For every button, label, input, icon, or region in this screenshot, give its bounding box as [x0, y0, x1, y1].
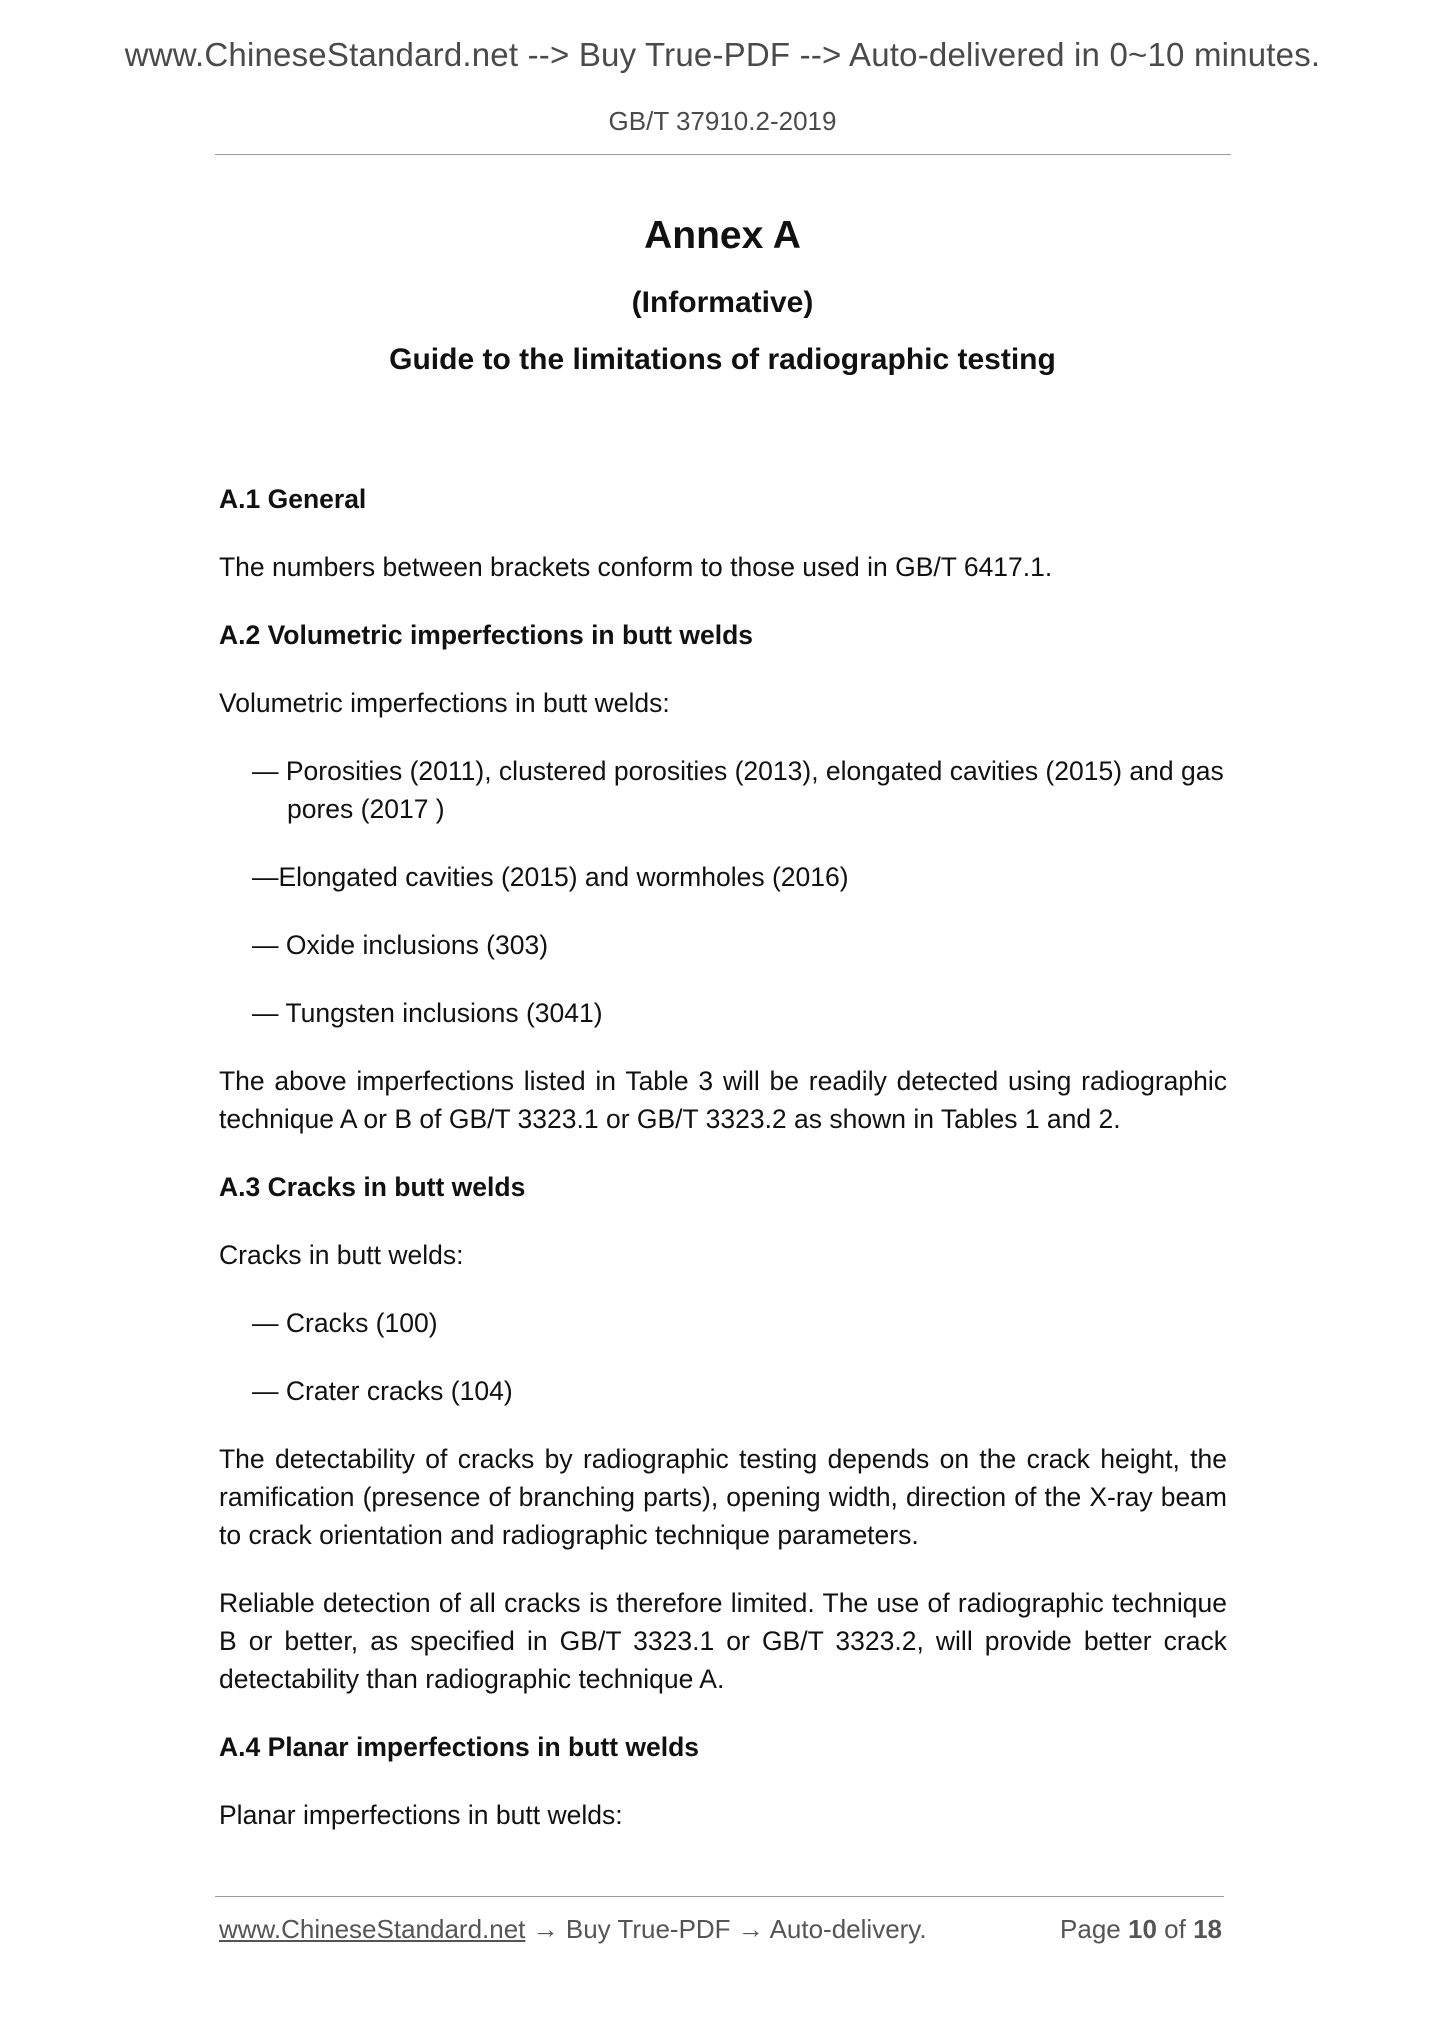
annex-body: [219, 480, 1227, 1834]
page-number: [1060, 1914, 1222, 1945]
section-a2-text: The above imperfections listed in Table 3 will be readily detected using radiographic technique A or B of GB/T 3323.1 or GB/T 3323.2 as shown in Tables 1 and 2.: [219, 1066, 1227, 1134]
section-heading-a1: A.1 General: [219, 484, 367, 514]
list-item: — Cracks (100): [252, 1308, 438, 1338]
section-a3-paragraph-1: The detectability of cracks by radiographic testing depends on the crack height, the ramification (presence of branching parts), opening width, direction of the X-ray beam to crack orientation and radiographic technique parameters.: [219, 1444, 1227, 1550]
section-a3-intro: Cracks in butt welds:: [219, 1240, 464, 1270]
section-heading-a3: A.3 Cracks in butt welds: [219, 1172, 526, 1202]
footer-website-link[interactable]: www.ChineseStandard.net: [219, 1914, 526, 1944]
total-pages: 18: [1193, 1914, 1222, 1944]
list-item: — Porosities (2011), clustered porosities (2013), elongated cavities (2015) and gas pores (2017 ): [252, 756, 1224, 824]
section-a2-intro: Volumetric imperfections in butt welds:: [219, 688, 670, 718]
list-item: — Oxide inclusions (303): [252, 930, 549, 960]
section-heading-a2: A.2 Volumetric imperfections in butt welds: [219, 620, 754, 650]
annex-type: (Informative): [631, 286, 814, 319]
section-a1-text: The numbers between brackets conform to those used in GB/T 6417.1.: [219, 552, 1053, 582]
annex-guide-title: Guide to the limitations of radiographic testing: [389, 343, 1056, 376]
footer-left: [219, 1914, 927, 1945]
section-a4-intro: Planar imperfections in butt welds:: [219, 1800, 623, 1830]
document-code: GB/T 37910.2-2019: [608, 106, 837, 136]
list-item: — Tungsten inclusions (3041): [252, 998, 603, 1028]
page-footer: [219, 1914, 1222, 1945]
section-heading-a4: A.4 Planar imperfections in butt welds: [219, 1732, 700, 1762]
footer-divider: [215, 1896, 1224, 1897]
list-item: — Crater cracks (104): [252, 1376, 513, 1406]
top-banner: www.ChineseStandard.net --> Buy True-PDF --> Auto-delivered in 0~10 minutes.: [124, 36, 1321, 73]
page-label: Page: [1060, 1914, 1121, 1944]
footer-tagline: → Buy True-PDF → Auto-delivery.: [525, 1914, 927, 1944]
header-divider: [215, 154, 1231, 155]
annex-title: Annex A: [644, 214, 801, 257]
section-a3-paragraph-2: Reliable detection of all cracks is therefore limited. The use of radiographic technique B or better, as specified in GB/T 3323.1 or GB/T 3323.2, will provide better crack detectability than radiographic technique A.: [219, 1588, 1227, 1694]
of-label: of: [1164, 1914, 1186, 1944]
list-item: —Elongated cavities (2015) and wormholes (2016): [252, 862, 849, 892]
current-page: 10: [1128, 1914, 1157, 1944]
